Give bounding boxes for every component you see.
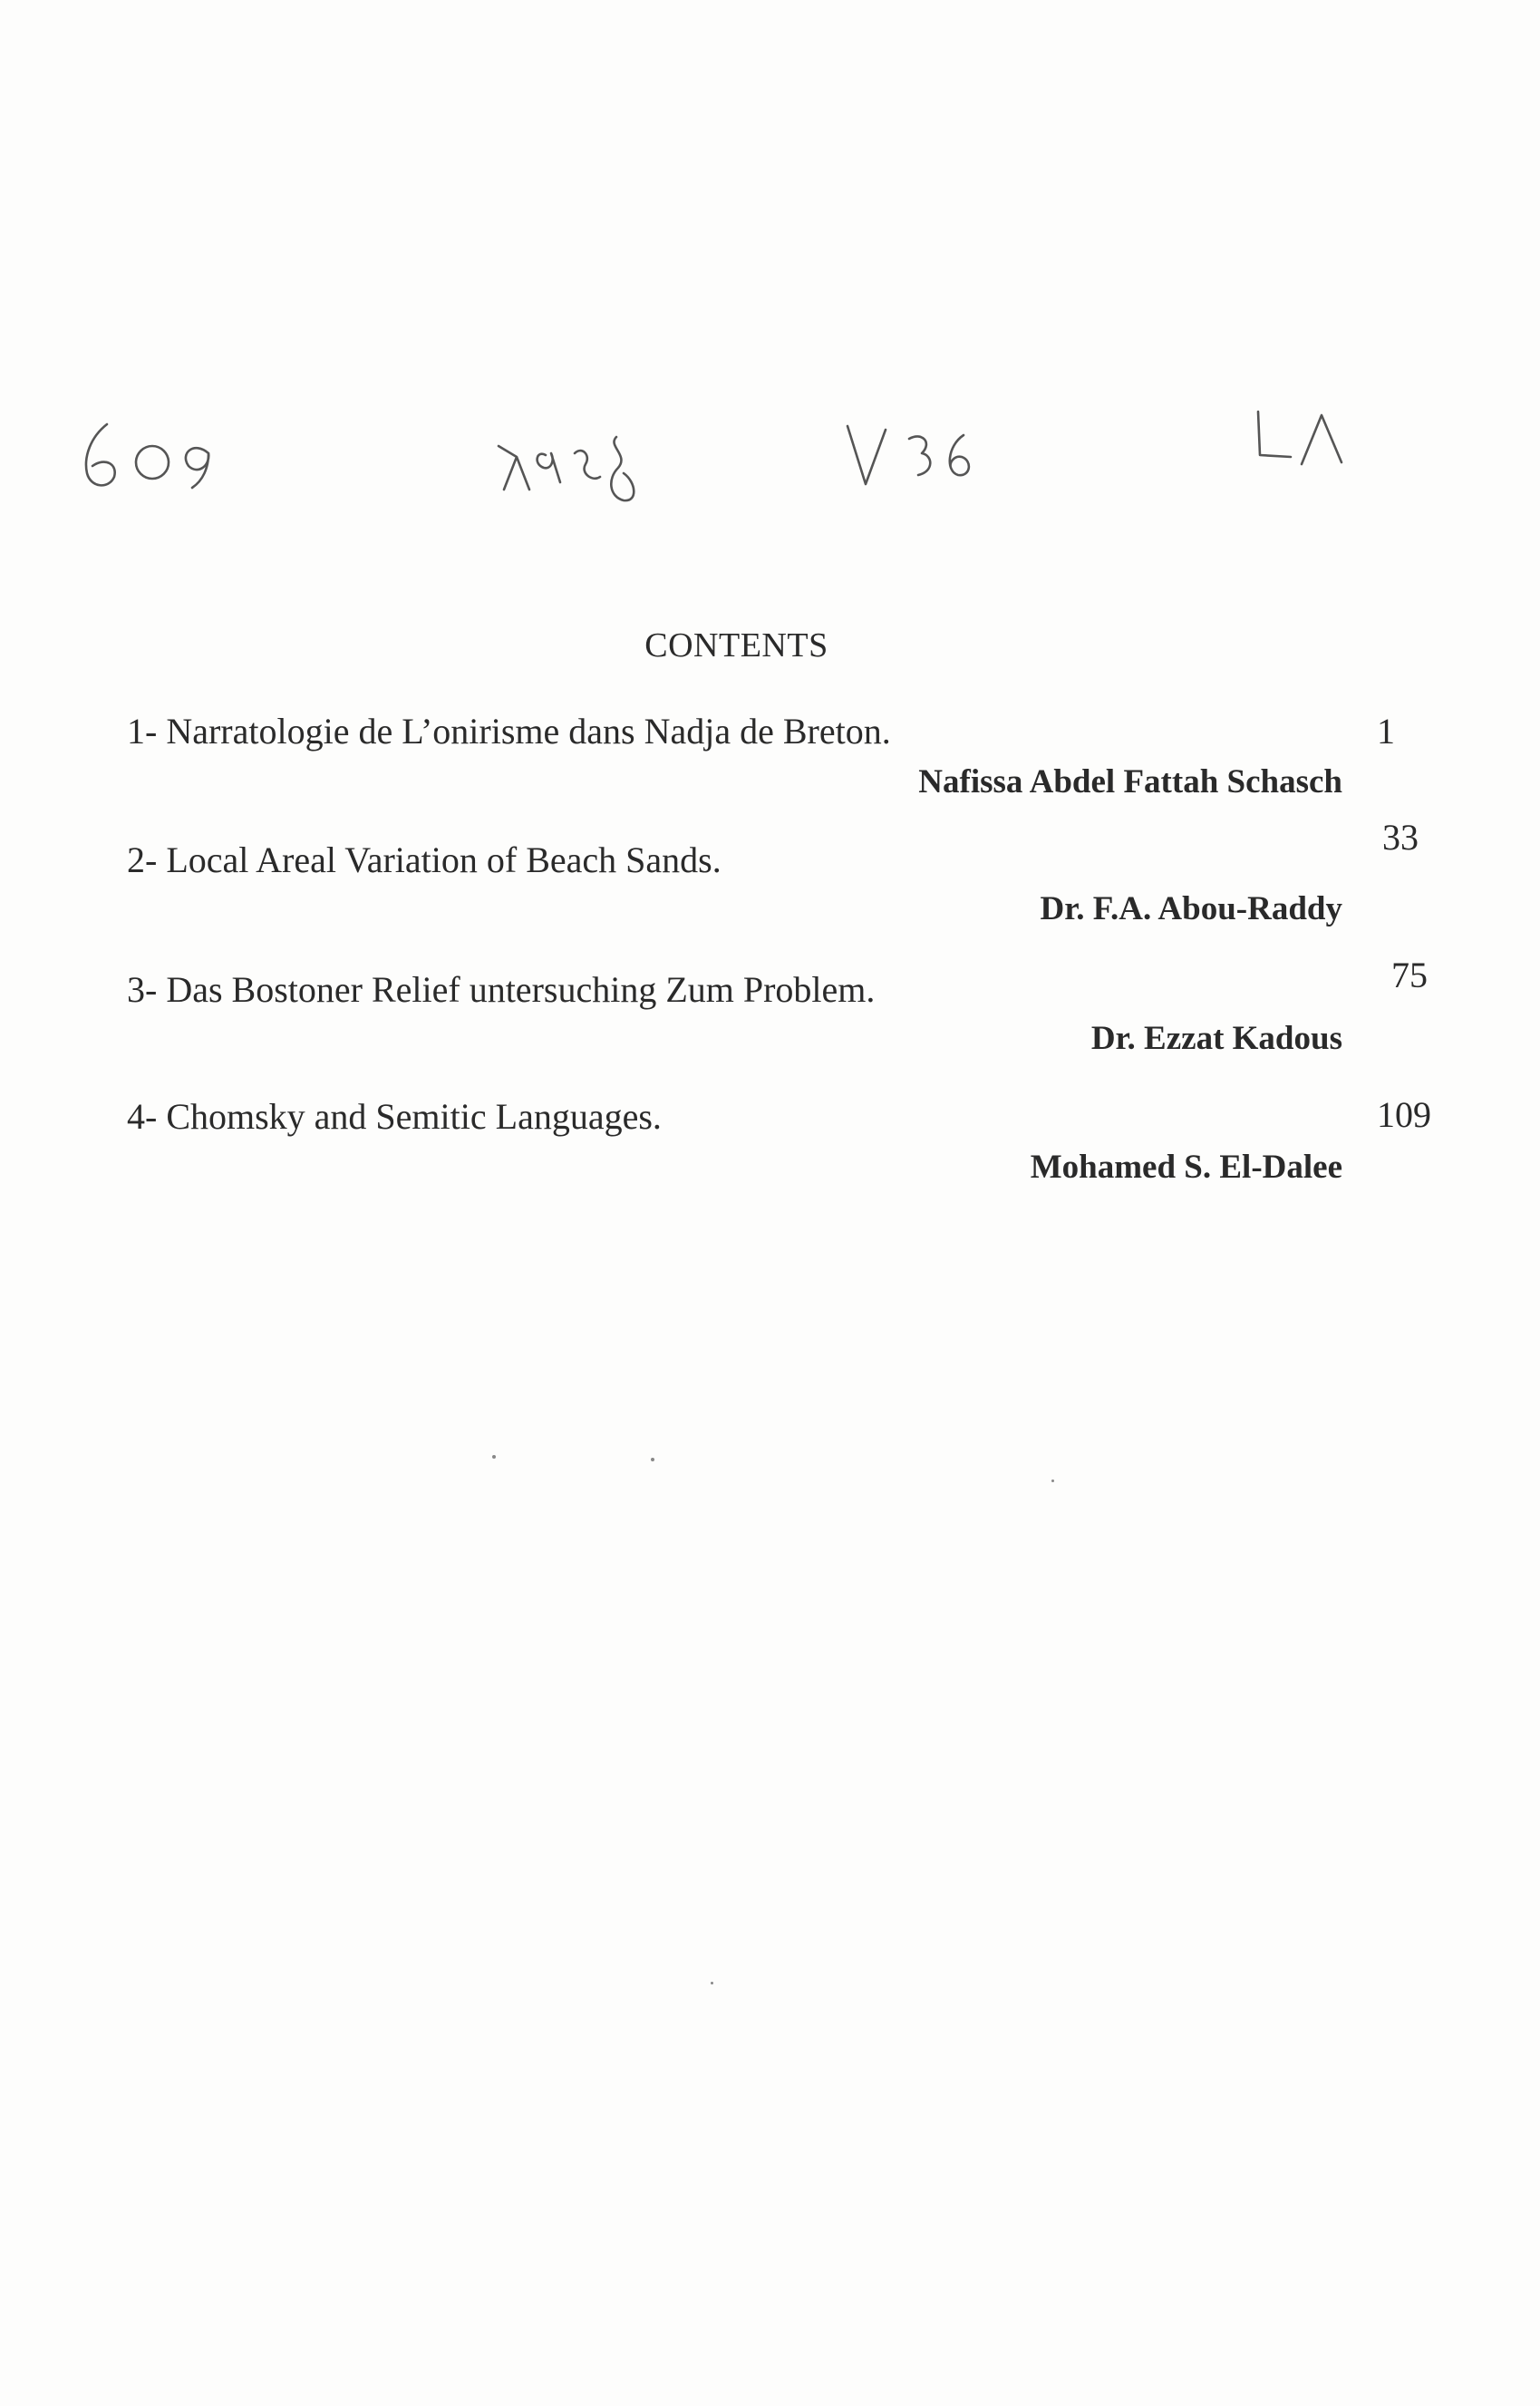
toc-entry-author: Nafissa Abdel Fattah Schasch: [918, 763, 1342, 800]
toc-entry-page: 33: [1382, 817, 1419, 858]
scan-speck: [492, 1455, 496, 1459]
toc-entry-page: 75: [1391, 955, 1428, 995]
toc-entry-author: Dr. Ezzat Kadous: [1090, 1020, 1342, 1057]
toc-entry-title: 4- Chomsky and Semitic Languages.: [127, 1096, 662, 1137]
toc-entry-title: 3- Das Bostoner Relief untersuching Zum Problem.: [127, 969, 876, 1010]
handwritten-note-v36: [838, 415, 993, 497]
scan-speck: [711, 1982, 713, 1984]
scan-speck: [651, 1458, 654, 1461]
toc-entry-author: Mohamed S. El-Dalee: [1030, 1149, 1342, 1186]
toc-entry-author: Dr. F.A. Abou-Raddy: [1040, 890, 1342, 927]
handwritten-note-la: [1251, 406, 1360, 479]
contents-heading: CONTENTS: [644, 626, 828, 665]
toc-entry-title: 2- Local Areal Variation of Beach Sands.: [127, 839, 722, 880]
handwritten-notes: [0, 399, 1540, 508]
scan-speck: [1051, 1479, 1054, 1482]
toc-entry-page: 1: [1377, 711, 1395, 752]
handwritten-note-609: [73, 417, 245, 499]
toc-entry-page: 109: [1377, 1094, 1431, 1135]
handwritten-note-1988: [480, 419, 662, 509]
toc-entry-title: 1- Narratologie de L’onirisme dans Nadja de Breton.: [127, 711, 891, 752]
